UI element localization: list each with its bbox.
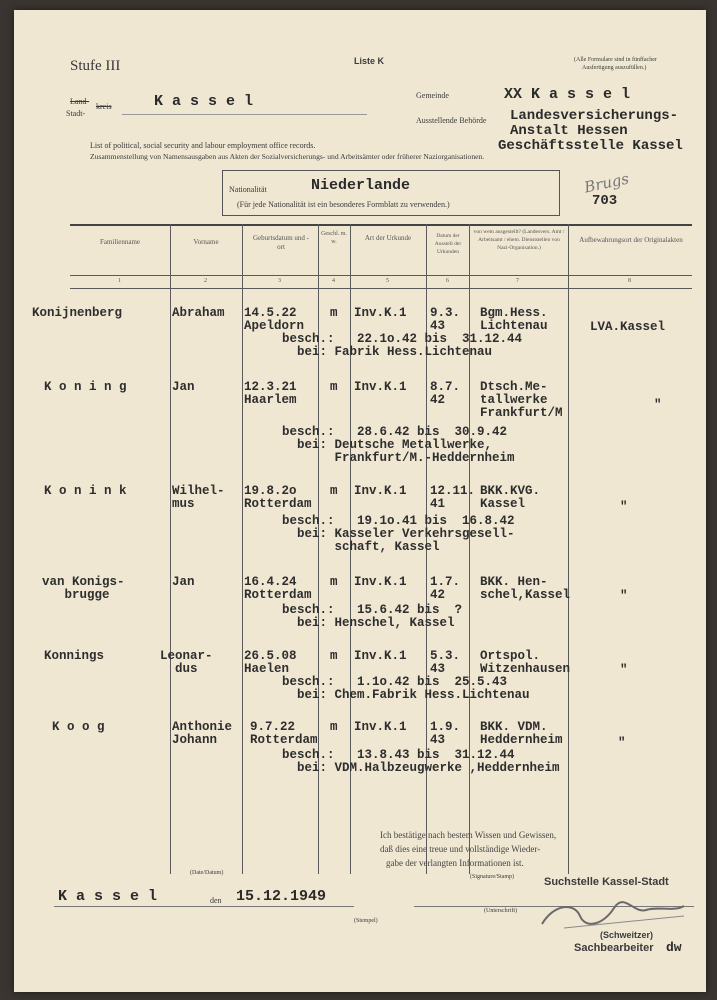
- row-aussteller: Ortspol. Witzenhausen: [480, 649, 571, 676]
- row-datum: 1.7. 42: [430, 575, 461, 602]
- confirm-line1: Ich bestätige nach bestem Wissen und Gewissen,: [380, 830, 557, 840]
- signature-scribble: [534, 894, 694, 934]
- col-header-aussteller: von wem ausgestellt? (Landesvers. Amt / Arbeitsamt / ehem. Dienststellen von Nazi-Organisation.): [473, 229, 565, 251]
- row-art: Inv.K.1: [354, 306, 407, 320]
- col-num-3: 3: [278, 278, 281, 284]
- row-datum: 1.9. 43: [430, 720, 461, 747]
- row-art: Inv.K.1: [354, 380, 407, 394]
- row-geburt: 14.5.22 Apeldorn: [244, 306, 305, 333]
- den-label: den: [210, 896, 222, 905]
- row-geburt: 19.8.2o Rotterdam: [244, 484, 312, 511]
- row-aussteller: BKK. VDM. Heddernheim: [480, 720, 563, 747]
- row-geschlecht: m: [330, 649, 338, 663]
- row-aussteller: BKK.KVG. Kassel: [480, 484, 541, 511]
- gemeinde-value: XX K a s s e l: [504, 86, 631, 103]
- row-geschlecht: m: [330, 575, 338, 589]
- row-aussteller: BKK. Hen- schel,Kassel: [480, 575, 571, 602]
- row-geschlecht: m: [330, 380, 338, 394]
- document-sheet: [14, 10, 706, 992]
- col-header-aufbewahrung: Aufbewahrungsort der Originalakten: [579, 236, 683, 244]
- row-beschaeftigung: besch.: 28.6.42 bis 30.9.42 bei: Deutsche Metallwerke, Frankfurt/M.-Heddernheim: [282, 425, 515, 465]
- row-datum: 5.3. 43: [430, 649, 461, 676]
- row-name: K o n i n k: [44, 484, 127, 498]
- row-beschaeftigung: besch.: 22.1o.42 bis 31.12.44 bei: Fabrik Hess.Lichtenau: [282, 332, 523, 359]
- confirm-line2: daß dies eine treue und vollständige Wieder-: [380, 844, 541, 854]
- signer-name: (Schweitzer): [600, 930, 654, 940]
- col-num-1: 1: [118, 278, 121, 284]
- row-beschaeftigung: besch.: 13.8.43 bis 31.12.44 bei: VDM.Halbzeugwerke ,Heddernheim: [282, 748, 560, 775]
- gemeinde-label: Gemeinde: [416, 91, 449, 100]
- nationality-label: Nationalität: [229, 185, 267, 194]
- row-name: van Konigs- brugge: [42, 575, 125, 602]
- row-ort: ": [618, 736, 626, 750]
- liste-label: Liste K: [354, 56, 385, 66]
- kreis-label: kreis: [96, 102, 112, 111]
- row-name: Konijnenberg: [32, 306, 123, 320]
- signer-role: Sachbearbeiter: [574, 942, 654, 954]
- row-name: K o n i n g: [44, 380, 127, 394]
- nationality-value: Niederlande: [311, 177, 411, 194]
- col-num-2: 2: [204, 278, 207, 284]
- land-label: Land-: [70, 97, 90, 106]
- col-num-8: 8: [628, 278, 631, 284]
- kreis-value: K a s s e l: [154, 93, 254, 110]
- nationality-note: (Für jede Nationalität ist ein besonderes Formblatt zu verwenden.): [237, 200, 450, 209]
- stempel-caption: (Stempel): [354, 918, 378, 924]
- row-geschlecht: m: [330, 484, 338, 498]
- col-num-5: 5: [386, 278, 389, 284]
- signature-caption: (Signature/Stamp): [470, 874, 514, 880]
- row-beschaeftigung: besch.: 15.6.42 bis ? bei: Henschel, Kassel: [282, 603, 463, 630]
- confirm-line3: gabe der verlangten Informationen ist.: [386, 858, 524, 868]
- col-header-geschlecht: Geschl. m. w.: [321, 231, 347, 245]
- row-ort: ": [620, 589, 628, 603]
- col-num-6: 6: [446, 278, 449, 284]
- row-vorname: Abraham: [172, 306, 225, 320]
- row-ort: ": [620, 500, 628, 514]
- row-geburt: 12.3.21 Haarlem: [244, 380, 297, 407]
- note-line2: Ausfertigung auszufüllen.): [582, 65, 647, 71]
- description-de: Zusammenstellung von Namensausgaben aus Akten der Sozialversicherungs- und Arbeitsämter oder früherer Naziorganisationen.: [90, 152, 485, 161]
- row-beschaeftigung: besch.: 19.1o.41 bis 16.8.42 bei: Kasseler Verkehrsgesell- schaft, Kassel: [282, 514, 515, 554]
- row-datum: 12.11. 41: [430, 484, 476, 511]
- row-vorname: Wilhel- mus: [172, 484, 225, 511]
- row-vorname: Anthonie Johann: [172, 720, 233, 747]
- office-stamp: Suchstelle Kassel-Stadt: [544, 876, 669, 888]
- signer-initials: dw: [666, 940, 682, 955]
- row-geburt: 9.7.22 Rotterdam: [250, 720, 318, 747]
- row-beschaeftigung: besch.: 1.1o.42 bis 25.5.43 bei: Chem.Fabrik Hess.Lichtenau: [282, 675, 530, 702]
- row-ort: ": [654, 398, 662, 412]
- behoerde-line2: Anstalt Hessen: [510, 123, 628, 139]
- row-ort: ": [620, 663, 628, 677]
- row-vorname: Jan: [172, 380, 195, 394]
- row-geburt: 16.4.24 Rotterdam: [244, 575, 312, 602]
- row-geschlecht: m: [330, 720, 338, 734]
- description-en: List of political, social security and labour employment office records.: [90, 141, 316, 150]
- row-geburt: 26.5.08 Haelen: [244, 649, 297, 676]
- col-num-4: 4: [332, 278, 335, 284]
- stadt-label: Stadt-: [66, 109, 86, 118]
- col-header-art: Art der Urkunde: [364, 234, 412, 242]
- row-aussteller: Dtsch.Me- tallwerke Frankfurt/M: [480, 380, 563, 420]
- signing-date: 15.12.1949: [236, 888, 327, 905]
- col-header-datum: Datum der Ausstell der Urkunden: [434, 233, 462, 255]
- row-name: Konnings: [44, 649, 105, 663]
- handwritten-note: Brugs: [582, 169, 631, 197]
- behoerde-line3: Geschäftsstelle Kassel: [498, 138, 683, 154]
- row-datum: 9.3. 43: [430, 306, 461, 333]
- date-caption: (Date/Datum): [190, 870, 224, 876]
- row-geschlecht: m: [330, 306, 338, 320]
- stufe-label: Stufe III: [70, 58, 121, 74]
- row-art: Inv.K.1: [354, 720, 407, 734]
- row-ort: LVA.Kassel: [590, 320, 666, 334]
- unterschrift-caption: (Unterschrift): [484, 908, 517, 914]
- note-line1: (Alle Formulare sind in fünffacher: [574, 57, 657, 63]
- row-art: Inv.K.1: [354, 649, 407, 663]
- page-number: 703: [592, 193, 618, 209]
- col-header-geburtsdatum: Geburtsdatum und -ort: [253, 234, 309, 251]
- row-name: K o o g: [52, 720, 105, 734]
- col-num-7: 7: [516, 278, 519, 284]
- col-header-familienname: Familienname: [99, 238, 141, 246]
- behoerde-line1: Landesversicherungs-: [510, 108, 679, 124]
- row-aussteller: Bgm.Hess. Lichtenau: [480, 306, 548, 333]
- nationality-box: [222, 170, 560, 216]
- row-art: Inv.K.1: [354, 484, 407, 498]
- row-datum: 8.7. 42: [430, 380, 461, 407]
- signing-place: K a s s e l: [58, 888, 158, 905]
- col-header-vorname: Vorname: [193, 238, 219, 246]
- row-art: Inv.K.1: [354, 575, 407, 589]
- row-vorname: Leonar- dus: [160, 649, 213, 676]
- row-vorname: Jan: [172, 575, 195, 589]
- behoerde-label: Ausstellende Behörde: [416, 116, 487, 125]
